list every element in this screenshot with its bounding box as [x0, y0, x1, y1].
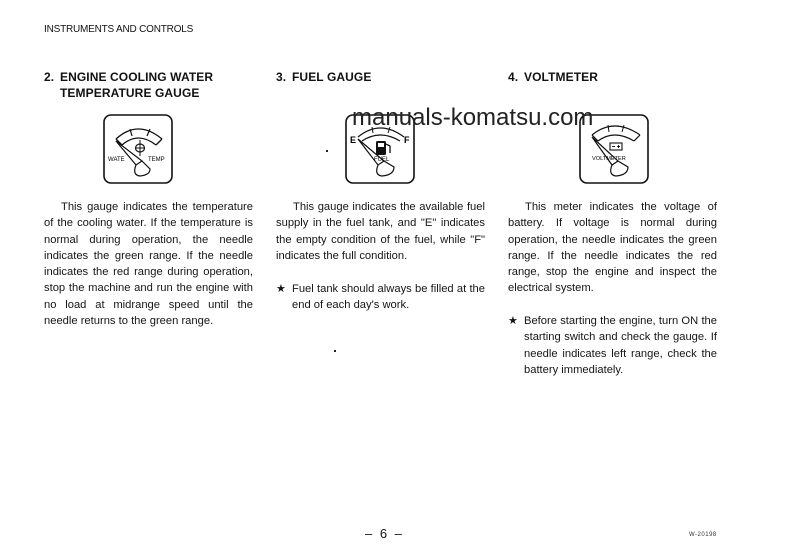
water-temp-gauge-icon [102, 113, 174, 185]
scan-speck [334, 350, 336, 352]
section-title [276, 69, 491, 85]
watermark: manuals-komatsu.com [352, 104, 594, 131]
battery-icon [610, 143, 622, 150]
section-title-line1: ENGINE COOLING WATER [60, 70, 214, 84]
star-icon: ★ [508, 315, 518, 327]
running-head: INSTRUMENTS AND CONTROLS [44, 24, 194, 35]
page-number: – 6 – [365, 526, 404, 541]
scan-speck [326, 150, 328, 152]
gauge-label-empty: E [350, 135, 357, 145]
star-icon: ★ [276, 283, 286, 295]
section-number: 2. [44, 70, 55, 84]
section-water-temp-gauge [44, 69, 259, 101]
gauge-label-fuel: FUEL [374, 157, 390, 163]
section-note: ★ Fuel tank should always be filled at the end of each day's work. [276, 283, 485, 312]
section-title [508, 69, 723, 85]
section-body: This gauge indicates the temperature of the cooling water. If the temperature is normal during operation, the needle indicates the green range. If the needle indicates the red range during operation, stop the machine and run the engine with no load at midrange speed until the needle returns to the green range. [44, 201, 253, 328]
section-fuel-gauge [276, 69, 491, 85]
section-voltmeter [508, 69, 723, 85]
section-number: 3. [276, 70, 287, 84]
gauge-label-full: F [404, 135, 410, 145]
gauge-label-voltmeter: VOLTMETER [592, 156, 626, 162]
section-body: This gauge indicates the available fuel supply in the fuel tank, and "E" indicates the empty condition of the fuel, while "F" indicates the full condition. [276, 201, 485, 262]
section-body: This meter indicates the voltage of battery. If voltage is normal during operation, the needle indicates the green range. If the needle indicates the red range, stop the engine and inspect the electrical system. [508, 201, 717, 295]
gauge-label-water: WATE [108, 157, 125, 163]
section-number: 4. [508, 70, 519, 84]
section-title-line1: FUEL GAUGE [292, 70, 372, 84]
section-title [44, 69, 259, 101]
section-note: ★ Before starting the engine, turn ON the starting switch and check the gauge. If needle indicates left range, check the battery immediately. [508, 315, 717, 376]
section-title-line1: VOLTMETER [524, 70, 599, 84]
gauge-label-temp: TEMP [148, 157, 165, 163]
page-code: W-20198 [689, 532, 717, 538]
section-title-line2: TEMPERATURE GAUGE [60, 86, 200, 100]
